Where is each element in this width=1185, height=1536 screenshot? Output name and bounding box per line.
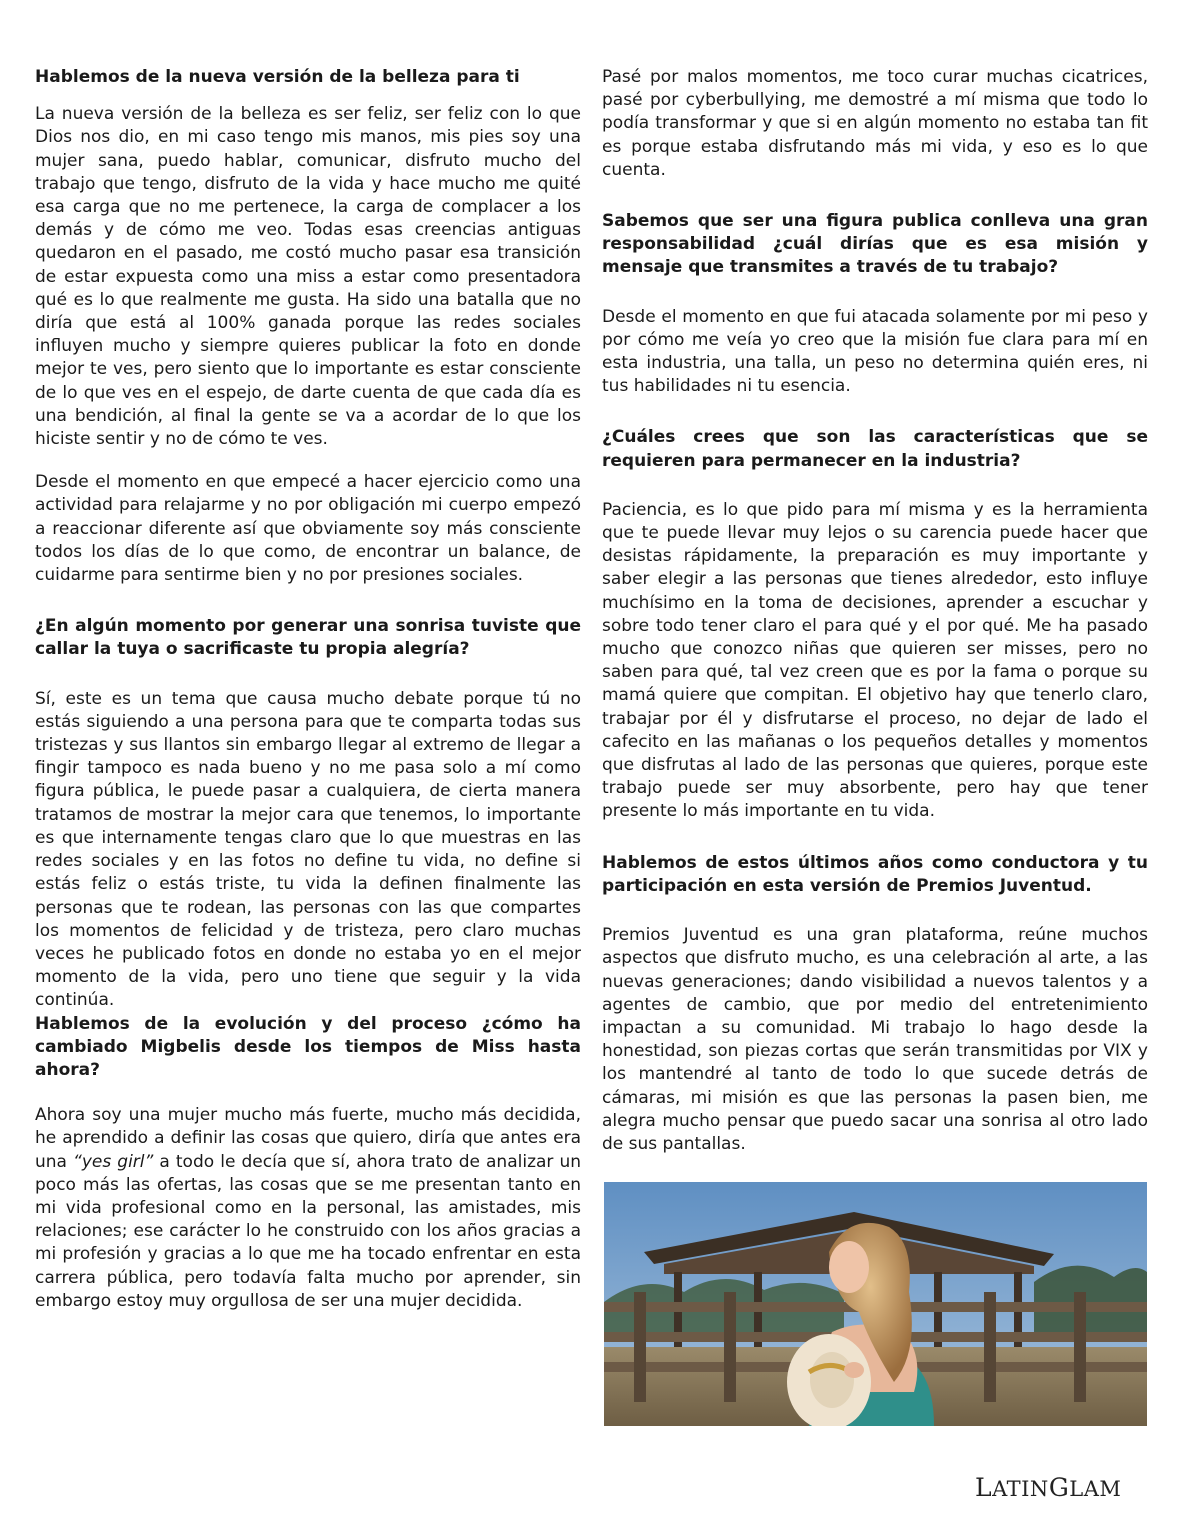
right-column: [602, 66, 1148, 1176]
ranch-portrait-photo: [604, 1182, 1147, 1426]
heading-caracteristicas: ¿Cuáles crees que son las características que se requieren para permanecer en la industria?: [602, 427, 1148, 471]
heading-premios-juventud: Hablemos de estos últimos años como conductora y tu participación en esta versión de Premios Juventud.: [602, 852, 1148, 896]
yes-girl-quote: “yes girl”: [73, 1151, 154, 1172]
paragraph-debate: Sí, este es un tema que causa mucho debate porque tú no estás siguiendo a una persona para que te comparta todas sus tristezas y sus llantos sin embargo llegar al extremo de llegar a fingir tampoco es nada bueno y no me pasa solo a mí como figura pública, le puede pasar a cualquiera, de cierta manera tratamos de mostrar la mejor cara que tenemos, lo importante es que internamente tengas claro que lo que muestras en las redes sociales y en las fotos no define tu vida, no define si estás feliz o estás triste, tu vida la definen finalmente las personas que te rodean, las personas con las que compartes los momentos de felicidad y de tristeza, pero claro muchas veces he publicado fotos en donde no estaba yo en el mejor momento de la vida, pero uno tiene que seguir y la vida continúa.: [35, 688, 581, 1011]
paragraph-mision: Desde el momento en que fui atacada solamente por mi peso y por cómo me veía yo creo que la misión fue clara para mí en esta industria, una talla, un peso no determina quién eres, ni tus habilidades ni tu esencia.: [602, 306, 1148, 397]
paragraph-mujer-fuerte: Ahora soy una mujer mucho más fuerte, mucho más decidida, he aprendido a definir las cosas que quiero, diría que antes era una “yes girl” a todo le decía que sí, ahora trato de analizar un poco más las ofertas, las cosas que se me presentan tanto en mi vida profesional como en la personal, las amistades, mis relaciones; ese carácter lo he construido con los años gracias a mi profesión y gracias a lo que me ha tocado enfrentar en esta carrera pública, pero todavía falta mucho por aprender, sin embargo estoy muy orgullosa de ser una mujer decidida.: [35, 1105, 582, 1311]
paragraph-plataforma: Premios Juventud es una gran plataforma, reúne muchos aspectos que disfruto mucho, es una celebración al arte, a las nuevas generaciones; dando visibilidad a nuevos talentos y a agentes de cambio, que por medio del entretenimiento impactan a su comunidad. Mi trabajo lo hago desde la honestidad, son piezas cortas que serán transmitidas por VIX y los mantendré al tanto de todo lo que sucede detrás de cámaras, mi misión es que las personas la pasen bien, me alegra mucho pensar que puedo sacar una sonrisa al otro lado de sus pantallas.: [602, 925, 1148, 1154]
paragraph-belleza: La nueva versión de la belleza es ser feliz, ser feliz con lo que Dios nos dio, en mi caso tengo mis manos, mis pies soy una mujer sana, puedo hablar, comunicar, disfruto mucho del trabajo que tengo, disfruto de la vida y hace mucho me quité esa carga que no me pertenece, la carga de complacer a los demás y de cómo me veo. Todas esas creencias antiguas quedaron en el pasado, me costó mucho pasar esa transición de estar expuesta como una miss a estar como presentadora qué es lo que realmente me gusta. Ha sido una batalla que no diría que está al 100% ganada porque las redes sociales influyen mucho y siempre quieres publicar la foto en donde mejor te ves, pero siento que lo importante es estar consciente de lo que ves en el espejo, de darte cuenta de que cada día es una bendición, al final la gente se va a acordar de lo que los hiciste sentir y no de cómo te ves.: [35, 104, 581, 450]
heading-figura-publica: Sabemos que ser una figura publica conlleva una gran responsabilidad ¿cuál dirías que es esa misión y mensaje que transmites a través de tu trabajo?: [602, 211, 1148, 278]
heading-nueva-version: Hablemos de la nueva versión de la belleza para ti: [35, 67, 520, 87]
heading-evolucion: Hablemos de la evolución y del proceso ¿cómo ha cambiado Migbelis desde los tiempos de Miss hasta ahora?: [35, 1013, 581, 1080]
paragraph-ejercicio: Desde el momento en que empecé a hacer ejercicio como una actividad para relajarme y no por obligación mi cuerpo empezó a reaccionar diferente así que obviamente soy más consciente todos los días de lo que como, de encontrar un balance, de cuidarme para sentirme bien y no por presiones sociales.: [35, 472, 581, 586]
paragraph-paciencia: Paciencia, es lo que pido para mí misma y es la herramienta que te puede llevar muy lejos o su carencia puede hacer que desistas rápidamente, la preparación es muy importante y saber elegir a las personas que tienes alrededor, esto influye muchísimo en la toma de decisiones, aprender a escuchar y sobre todo tener claro el para qué y el por qué. Me ha pasado mucho que conozco niñas que quieren ser misses, pero no saben para qué, tal vez creen que es por la fama o porque su mamá quiere que compitan. El objetivo hay que tenerlo claro, trabajar por él y disfrutarse el proceso, no dejar de lado el cafecito en las mañanas o los pequeños detalles y momentos que disfrutas al lado de las personas que quieres, porque este trabajo puede ser muy absorbente, pero hay que tener presente lo más importante en tu vida.: [602, 499, 1148, 822]
paragraph-malos-momentos: Pasé por malos momentos, me toco curar muchas cicatrices, pasé por cyberbullying, me demostré a mí misma que todo lo podía transformar y que si en algún momento no estaba tan fit es porque estaba disfrutando más mi vida, y eso es lo que cuenta.: [602, 67, 1148, 180]
latinglam-logo: LATINGLAM: [975, 1473, 1122, 1502]
left-column: [35, 66, 581, 1333]
heading-sonrisa: ¿En algún momento por generar una sonrisa tuviste que callar la tuya o sacrificaste tu propia alegría?: [35, 616, 581, 660]
